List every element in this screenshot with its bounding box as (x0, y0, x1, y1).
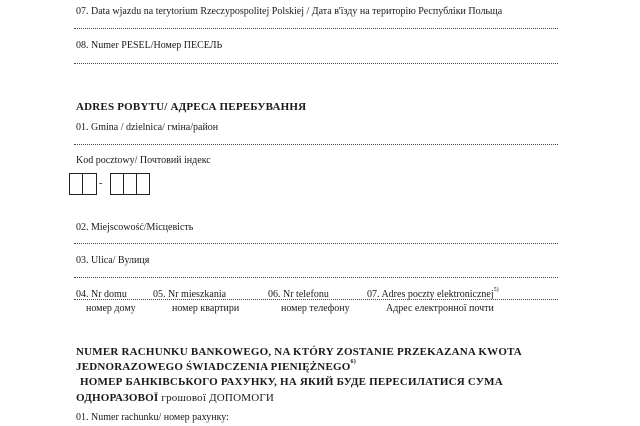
apartment-no-label: 05. Nr mieszkania (153, 289, 227, 300)
email-footnote: 5) (493, 287, 499, 293)
phone-no-label: 06. Nr telefonu (268, 289, 329, 300)
bank-title-pl-line1: NUMER RACHUNKU BANKOWEGO, NA KTÓRY ZOSTANIE PRZEKAZANA KWOTA (76, 346, 522, 358)
apartment-no-label-ua: номер квартири (172, 303, 240, 314)
house-no-label-ua: номер дому (86, 303, 136, 314)
bank-title-footnote: 6) (350, 359, 356, 365)
email-label-ua: Адрес електронної почти (386, 303, 494, 314)
postal-code-separator: - (99, 178, 103, 189)
municipality-label: 01. Gmina / dzielnica/ гміна/район (76, 122, 219, 133)
locality-label: 02. Miejscowość/Місцевість (76, 222, 194, 233)
entry-date-field[interactable] (74, 28, 558, 29)
pesel-label: 08. Numer PESEL/Номер ПЕСЕЛЬ (76, 40, 223, 51)
locality-field[interactable] (74, 243, 558, 244)
phone-no-label-ua: номер телефону (281, 303, 350, 314)
postal-code-label: Kod pocztowy/ Почтовий індекс (76, 155, 211, 166)
postal-code-box-left[interactable] (69, 173, 97, 195)
street-label: 03. Ulica/ Вулиця (76, 255, 150, 266)
account-number-label: 01. Numer rachunku/ номер рахунку: (76, 412, 229, 423)
house-no-label: 04. Nr domu (76, 289, 127, 300)
residence-section-title: ADRES POBYTU/ АДРЕСА ПЕРЕБУВАННЯ (76, 101, 307, 113)
bank-title-pl-line2: JEDNORAZOWEGO ŚWIADCZENIA PIENIĘŻNEGO$^{6)}$ (76, 359, 356, 373)
email-label: 07. Adres poczty elektronicznej$^{5)}$ (367, 287, 499, 300)
pesel-field[interactable] (74, 63, 558, 64)
postal-code-box-right[interactable] (110, 173, 150, 195)
entry-date-label: 07. Data wjazdu na terytorium Rzeczypospolitej Polskiej / Дата в'їзду на територію Республіки Польща (76, 6, 503, 17)
contact-details-field[interactable] (74, 299, 558, 300)
municipality-field[interactable] (74, 144, 558, 145)
bank-title-ua-line1: НОМЕР БАНКІВСЬКОГО РАХУНКУ, НА ЯКИЙ БУДЕ ПЕРЕСИЛАТИСЯ СУМА (80, 376, 503, 388)
bank-title-ua-lowercase: грошової ДОПОМОГИ (161, 392, 275, 404)
bank-title-ua-line2: ОДНОРАЗОВОЇ грошової ДОПОМОГИ (76, 392, 275, 404)
street-field[interactable] (74, 277, 558, 278)
